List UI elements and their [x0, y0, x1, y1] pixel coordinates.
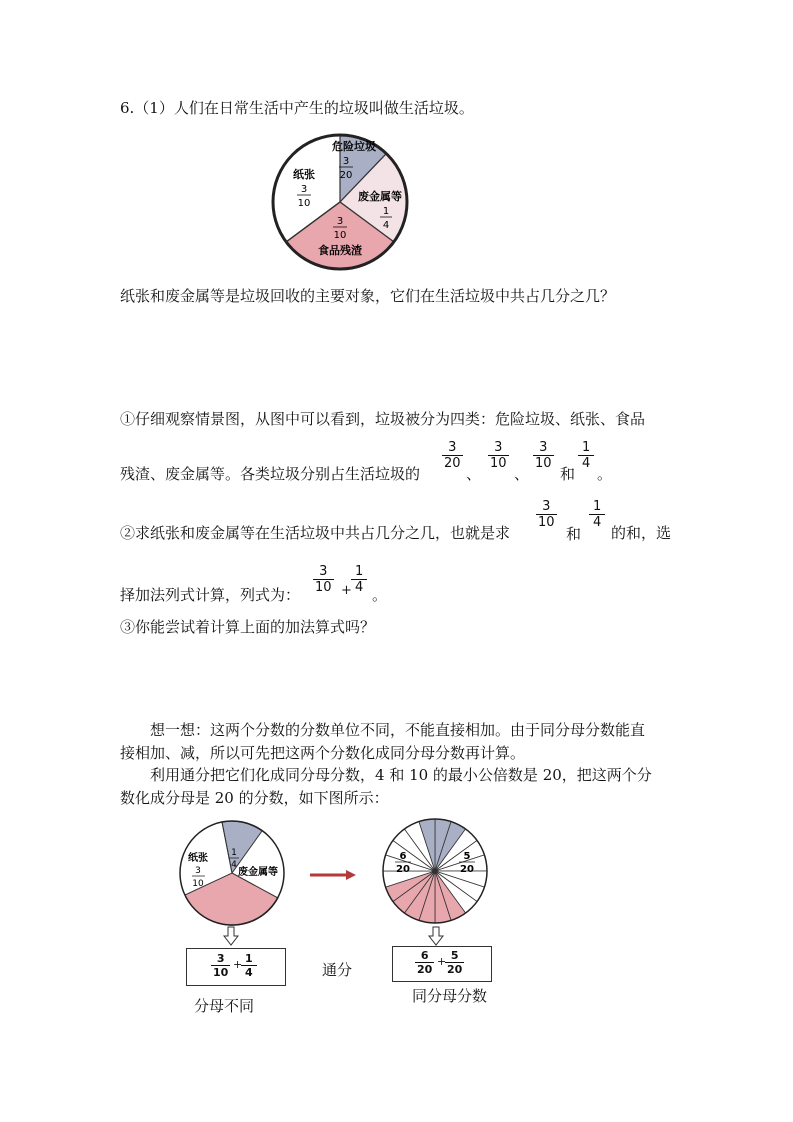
right-pie-a-den: 20 — [396, 864, 410, 875]
left-box-plus: + — [233, 958, 243, 971]
step1-fraction-2: $\frac{3}{10}$ — [490, 440, 507, 471]
right-down-arrow — [428, 926, 444, 946]
caption-right: 同分母分数 — [412, 987, 488, 1005]
step2-line2-prefix: 择加法列式计算，列式为： — [120, 586, 301, 604]
left-box-fraction-1: $\frac{3}{10}$ — [213, 952, 229, 979]
step2-prefix: ②求纸张和废金属等在生活垃圾中共占几分之几，也就是求 — [120, 524, 511, 542]
step1-line2-prefix: 残渣、废金属等。各类垃圾分别占生活垃圾的 — [120, 465, 421, 483]
right-arrow — [308, 868, 358, 882]
pie1-paper-label: 纸张 — [293, 168, 315, 181]
step2-fraction-2: $\frac{1}{4}$ — [589, 499, 605, 530]
right-pie-a-num: 6 — [399, 851, 407, 862]
right-box-fraction-2: $\frac{5}{20}$ — [447, 949, 463, 976]
step1-end: 。 — [597, 465, 613, 483]
step1-fraction-1: $\frac{3}{20}$ — [444, 440, 461, 471]
left-pie-metal-label: 废金属等 — [238, 867, 278, 878]
pie1-food-den: 10 — [333, 230, 347, 241]
right-formula-box — [392, 946, 492, 982]
left-pie-paper-den: 10 — [192, 879, 204, 889]
step1-sep2: 、 — [514, 465, 530, 483]
problem-title: 6.（1）人们在日常生活中产生的垃圾叫做生活垃圾。 — [120, 99, 474, 117]
left-pie-metal-num: 1 — [231, 848, 237, 858]
left-box-fraction-2: $\frac{1}{4}$ — [241, 952, 257, 979]
step1-fraction-4: $\frac{1}{4}$ — [578, 440, 594, 471]
pie1-danger-num: 3 — [342, 156, 350, 167]
pie1-food-num: 3 — [336, 216, 344, 227]
step2-fraction-1: $\frac{3}{10}$ — [538, 499, 555, 530]
think-p1-line2: 接相加、减，所以可先把这两个分数化成同分母分数再计算。 — [120, 744, 526, 762]
step1-line1: ①仔细观察情景图，从图中可以看到，垃圾被分为四类：危险垃圾、纸张、食品 — [120, 410, 646, 428]
think-p2-line1: 利用通分把它们化成同分母分数，4 和 10 的最小公倍数是 20，把这两个分 — [150, 766, 652, 784]
step2-plus: + — [341, 583, 352, 598]
left-pie-diagram — [178, 818, 286, 928]
step1-sep1: 、 — [466, 465, 482, 483]
right-pie-b-num: 5 — [463, 851, 471, 862]
garbage-pie-chart — [268, 132, 412, 272]
caption-left: 分母不同 — [194, 997, 255, 1015]
left-pie-paper-label: 纸张 — [188, 853, 208, 864]
pie1-metal-label: 废金属等 — [358, 190, 402, 203]
pie1-danger-label: 危险垃圾 — [332, 140, 376, 153]
step1-and: 和 — [560, 465, 576, 483]
right-pie-diagram — [378, 814, 492, 928]
question-text: 纸张和废金属等是垃圾回收的主要对象，它们在生活垃圾中共占几分之几？ — [120, 287, 616, 305]
step3-text: ③你能尝试着计算上面的加法算式吗？ — [120, 618, 376, 636]
right-box-fraction-1: $\frac{6}{20}$ — [417, 949, 433, 976]
left-formula-box — [186, 948, 286, 986]
right-box-plus: + — [437, 955, 447, 968]
pie1-metal-den: 4 — [382, 220, 390, 231]
left-pie-paper-num: 3 — [195, 866, 201, 876]
right-pie-b-den: 20 — [460, 864, 474, 875]
pie1-paper-num: 3 — [300, 184, 308, 195]
middle-label-tongfen: 通分 — [322, 961, 353, 979]
pie1-danger-den: 20 — [339, 170, 353, 181]
step2-end: 。 — [372, 586, 388, 604]
step2-and: 和 — [566, 525, 582, 543]
step2-suffix: 的和，选 — [611, 524, 672, 542]
think-p2-line2: 数化成分母是 20 的分数，如下图所示： — [120, 789, 389, 807]
left-down-arrow — [223, 926, 239, 946]
step2-expr-fraction-1: $\frac{3}{10}$ — [315, 564, 332, 595]
pie1-metal-num: 1 — [382, 206, 390, 217]
step2-expr-fraction-2: $\frac{1}{4}$ — [351, 564, 367, 595]
pie1-food-label: 食品残渣 — [318, 244, 362, 257]
pie1-paper-den: 10 — [297, 198, 311, 209]
think-p1-line1: 想一想：这两个分数的分数单位不同，不能直接相加。由于同分母分数能直 — [150, 721, 646, 739]
step1-fraction-3: $\frac{3}{10}$ — [535, 440, 552, 471]
left-pie-metal-den: 4 — [231, 860, 237, 870]
